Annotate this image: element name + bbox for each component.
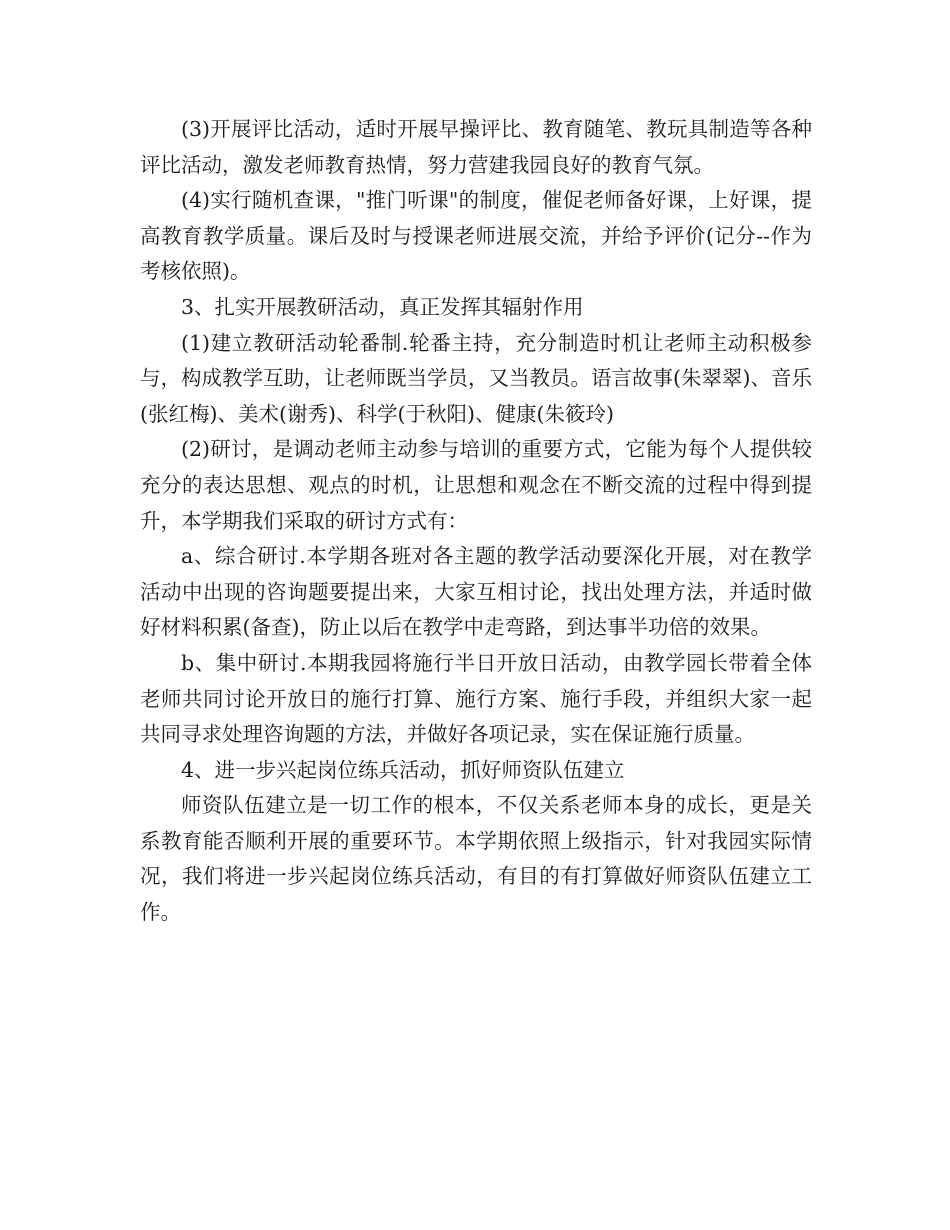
paragraph-seminar-methods: (2)研讨，是调动老师主动参与培训的重要方式，它能为每个人提供较充分的表达思想、观点的时机，让思想和观念在不断交流的过程中得到提升，本学期我们采取的研讨方式有： [140, 437, 812, 533]
paragraph-focused-seminar: b、集中研讨.本期我园将施行半日开放日活动，由教学园长带着全体老师共同讨论开放日的施行打算、施行方案、施行手段，并组织大家一起共同寻求处理咨询题的方法，并做好各项记录，实在保证施行质量。 [140, 650, 812, 747]
paragraph-rotation-system: (1)建立教研活动轮番制.轮番主持，充分制造时机让老师主动积极参与，构成教学互助，让老师既当学员，又当教员。语言故事(朱翠翠)、音乐(张红梅)、美术(谢秀)、科学(于秋阳)、健康(朱筱玲) [140, 330, 812, 426]
document-body [140, 112, 812, 931]
paragraph-teacher-team-building: 师资队伍建立是一切工作的根本，不仅关系老师本身的成长，更是关系教育能否顺利开展的重要环节。本学期依照上级指示，针对我园实际情况，我们将进一步兴起岗位练兵活动，有目的有打算做好师资队伍建立工作。 [140, 793, 812, 925]
paragraph-evaluation-activities: (3)开展评比活动，适时开展早操评比、教育随笔、教玩具制造等各种评比活动，激发老师教育热情，努力营建我园良好的教育气氛。 [140, 117, 812, 177]
paragraph-comprehensive-seminar: a、综合研讨.本学期各班对各主题的教学活动要深化开展，对在教学活动中出现的咨询题要提出来，大家互相讨论，找出处理方法，并适时做好材料积累(备查)，防止以后在教学中走弯路，到达事半功倍的效果。 [140, 544, 812, 640]
section-heading-teaching-research: 3、扎实开展教研活动，真正发挥其辐射作用 [181, 294, 584, 319]
section-heading-teacher-training: 4、进一步兴起岗位练兵活动，抓好师资队伍建立 [181, 757, 625, 782]
paragraph-random-class-inspection: (4)实行随机查课，"推门听课"的制度，催促老师备好课，上好课，提高教育教学质量。课后及时与授课老师进展交流，并给予评价(记分--作为考核依照)。 [140, 188, 812, 284]
